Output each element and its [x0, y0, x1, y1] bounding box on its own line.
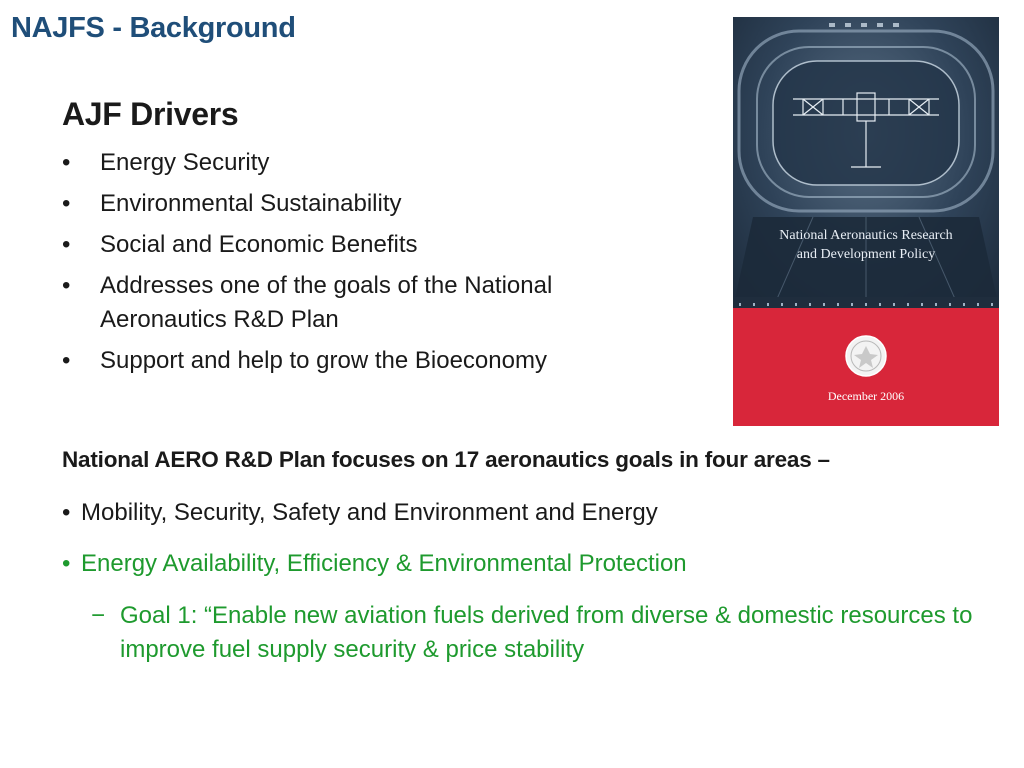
bullet-icon: • [62, 347, 71, 374]
bullet-icon: • [62, 149, 71, 176]
dash-icon: − [91, 602, 106, 629]
goal-item [91, 599, 980, 667]
bullet-icon: • [62, 499, 71, 526]
policy-cover-image [733, 17, 999, 426]
bullet-icon: • [62, 272, 71, 299]
area-text: Energy Availability, Efficiency & Environmental Protection [81, 550, 687, 577]
bullet-icon: • [62, 550, 71, 577]
presidential-seal-icon [845, 335, 887, 377]
cover-title [733, 226, 999, 264]
wind-tunnel-airplane-illustration [733, 17, 999, 308]
area-text: Mobility, Security, Safety and Environment and Energy [81, 499, 658, 526]
list-item [62, 187, 622, 221]
plan-heading: National AERO R&D Plan focuses on 17 aeronautics goals in four areas – [62, 447, 830, 472]
driver-text: Social and Economic Benefits [100, 231, 418, 258]
list-item [62, 269, 622, 337]
driver-text: Support and help to grow the Bioeconomy [100, 347, 547, 374]
area-item [62, 497, 658, 529]
bullet-icon: • [62, 231, 71, 258]
cover-title-line: and Development Policy [796, 247, 936, 262]
bullet-icon: • [62, 190, 71, 217]
drivers-list [62, 146, 622, 385]
cover-title-line: National Aeronautics Research [779, 228, 953, 243]
list-item [62, 228, 622, 262]
driver-text: Addresses one of the goals of the National Aeronautics R&D Plan [100, 272, 553, 333]
cover-date: December 2006 [827, 389, 905, 403]
driver-text: Energy Security [100, 149, 270, 176]
drivers-heading: AJF Drivers [62, 96, 239, 132]
driver-text: Environmental Sustainability [100, 190, 402, 217]
slide-title: NAJFS - Background [11, 12, 296, 44]
goal-text: Goal 1: “Enable new aviation fuels derived from diverse & domestic resources to improve fuel supply security & price stability [120, 602, 973, 663]
list-item [62, 344, 622, 378]
area-item-highlighted [62, 548, 687, 580]
list-item [62, 146, 622, 180]
